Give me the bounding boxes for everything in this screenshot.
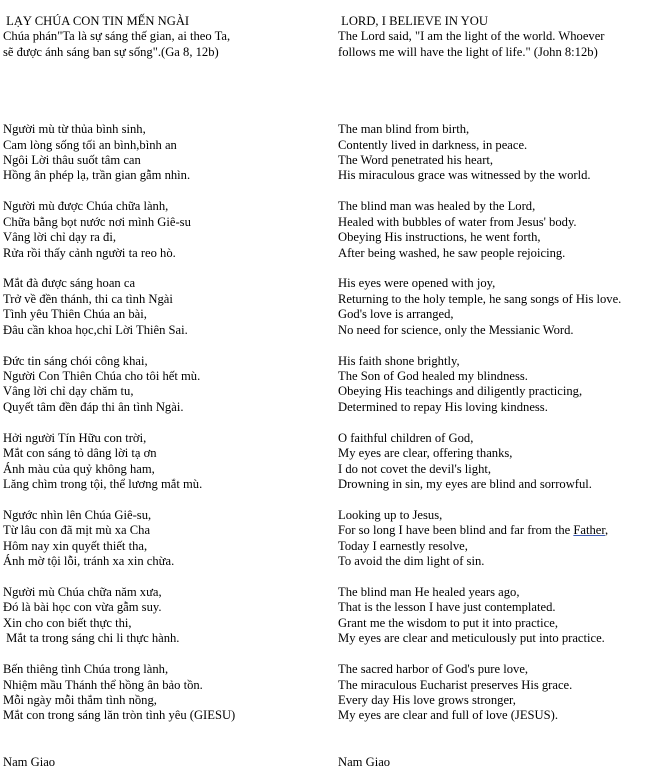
poem-line: Determined to repay His loving kindness.: [338, 399, 548, 414]
poem-line: To avoid the dim light of sin.: [338, 554, 485, 569]
poem-line: Ngôi Lời thâu suốt tâm can: [3, 153, 141, 168]
english-intro-line: follows me will have the light of life." (John 8:12b): [338, 44, 598, 59]
poem-line: My eyes are clear and full of love (JESUS).: [338, 708, 558, 723]
poem-line: That is the lesson I have just contemplated.: [338, 600, 556, 615]
poem-line: Looking up to Jesus,: [338, 507, 443, 522]
poem-line: The sacred harbor of God's pure love,: [338, 662, 529, 677]
poem-line: Bến thiêng tình Chúa trong lành,: [3, 662, 169, 677]
poem-line: Mắt con trong sáng lăn tròn tình yêu (GIESU): [3, 708, 236, 723]
poem-line: After being washed, he saw people rejoicing.: [338, 245, 566, 260]
poem-line: Người mù từ thủa bình sinh,: [3, 122, 146, 137]
english-intro-line: The Lord said, "I am the light of the world. Whoever: [338, 29, 605, 44]
poem-line: O faithful children of God,: [338, 430, 474, 445]
poem-line: Nhiệm mầu Thánh thể hồng ân bảo tồn.: [3, 677, 203, 692]
poem-line: Healed with bubbles of water from Jesus' body.: [338, 214, 577, 229]
vietnamese-stanza: [3, 276, 323, 338]
vietnamese-stanza: [3, 508, 323, 570]
vietnamese-stanza: [3, 122, 323, 184]
poem-line: Mỗi ngày mỗi thắm tình nồng,: [3, 692, 157, 707]
poem-line: Đó là bài học con vừa gẫm suy.: [3, 600, 162, 615]
poem-line: Đâu cần khoa học,chỉ Lời Thiên Sai.: [3, 322, 188, 337]
poem-line: Lăng chìm trong tội, thể lương mắt mù.: [3, 476, 203, 491]
poem-line: Grant me the wisdom to put it into practice,: [338, 615, 558, 630]
poem-line: Contently lived in darkness, in peace.: [338, 137, 528, 152]
poem-line: The Word penetrated his heart,: [338, 153, 494, 168]
vietnamese-stanza: [3, 662, 323, 724]
poem-line: The man blind from birth,: [338, 122, 470, 137]
poem-line: God's love is arranged,: [338, 307, 454, 322]
poem-line: His eyes were opened with joy,: [338, 276, 496, 291]
poem-line: Chữa bằng bọt nước nơi mình Giê-su: [3, 214, 191, 229]
english-author: Nam Giao: [338, 754, 391, 769]
english-title: LORD, I BELIEVE IN YOU: [338, 14, 488, 28]
vietnamese-poem-column: [3, 14, 323, 770]
underlined-word: Father: [573, 523, 606, 538]
poem-line: Mắt con sáng tỏ dâng lời tạ ơn: [3, 446, 157, 461]
poem-line: Hôm nay xin quyết thiết tha,: [3, 538, 148, 553]
vietnamese-stanza: [3, 354, 323, 416]
vietnamese-title: LẠY CHÚA CON TIN MẾN NGÀI: [3, 14, 190, 28]
english-stanza: [338, 431, 643, 493]
english-stanza: [338, 122, 643, 184]
poem-line: Quyết tâm đền đáp thi ân tình Ngài.: [3, 399, 184, 414]
poem-line: Trở về đền thánh, thi ca tình Ngài: [3, 291, 173, 306]
poem-line: Ánh mờ tội lỗi, tránh xa xin chừa.: [3, 554, 175, 569]
poem-line: The blind man was healed by the Lord,: [338, 199, 536, 214]
english-stanza: [338, 276, 643, 338]
english-stanza: [338, 354, 643, 416]
poem-line: The blind man He healed years ago,: [338, 584, 520, 599]
vietnamese-intro-line: sẽ được ánh sáng ban sự sống".(Ga 8, 12b): [3, 44, 219, 59]
vietnamese-author: Nam Giao: [3, 754, 56, 769]
poem-line: Ngước nhìn lên Chúa Giê-su,: [3, 507, 152, 522]
poem-line: Người mù được Chúa chữa lành,: [3, 199, 169, 214]
english-stanza: [338, 585, 643, 647]
english-poem-column: [338, 14, 643, 770]
poem-line: I do not covet the devil's light,: [338, 461, 492, 476]
poem-line-text: For so long I have been blind and far from the: [338, 523, 574, 538]
poem-line: Today I earnestly resolve,: [338, 538, 468, 553]
poem-line: Returning to the holy temple, he sang songs of His love.: [338, 291, 622, 306]
punctuation: ,: [605, 523, 609, 538]
poem-line: The Son of God healed my blindness.: [338, 369, 528, 383]
english-stanza: [338, 199, 643, 261]
poem-line: Drowning in sin, my eyes are blind and sorrowful.: [338, 476, 592, 491]
poem-line: Mắt ta trong sáng chi li thực hành.: [3, 631, 180, 646]
vietnamese-stanza: [3, 431, 323, 493]
poem-line: Người Con Thiên Chúa cho tôi hết mù.: [3, 369, 201, 383]
poem-line: The miraculous Eucharist preserves His grace.: [338, 677, 573, 692]
poem-line: Người mù Chúa chữa năm xưa,: [3, 584, 162, 599]
poem-line: Đức tin sáng chói công khai,: [3, 353, 148, 368]
poem-line: Hởi người Tín Hữu con trời,: [3, 430, 147, 445]
poem-line: Rửa rồi thấy cảnh người ta reo hò.: [3, 245, 176, 260]
poem-line: No need for science, only the Messianic Word.: [338, 322, 574, 337]
poem-line: My eyes are clear, offering thanks,: [338, 446, 513, 461]
vietnamese-stanza: [3, 199, 323, 261]
poem-line: Cam lòng sống tối an bình,bình an: [3, 137, 177, 152]
poem-line: Hồng ân phép lạ, trần gian gẫm nhìn.: [3, 168, 191, 183]
poem-line: His miraculous grace was witnessed by the world.: [338, 168, 591, 183]
poem-line: His faith shone brightly,: [338, 353, 460, 368]
vietnamese-stanza: [3, 585, 323, 647]
english-stanza: [338, 508, 643, 570]
poem-line: Every day His love grows stronger,: [338, 692, 516, 707]
poem-line: Vâng lời chỉ dạy chăm tu,: [3, 384, 134, 399]
poem-line: My eyes are clear and meticulously put into practice.: [338, 631, 605, 646]
poem-line: [338, 523, 643, 538]
poem-line: Tình yêu Thiên Chúa an bài,: [3, 307, 147, 322]
poem-line: Obeying His teachings and diligently practicing,: [338, 384, 583, 399]
poem-line: Vâng lời chỉ dạy ra đi,: [3, 230, 116, 245]
vietnamese-intro-line: Chúa phán"Ta là sự sáng thế gian, ai theo Ta,: [3, 29, 231, 44]
poem-line: Obeying His instructions, he went forth,: [338, 230, 541, 245]
poem-line: Ánh màu của quỷ không ham,: [3, 461, 155, 476]
poem-line: Mắt đà được sáng hoan ca: [3, 276, 136, 291]
poem-line: Từ lâu con đã mịt mù xa Cha: [3, 523, 151, 538]
english-stanza: [338, 662, 643, 724]
poem-line: Xin cho con biết thực thi,: [3, 615, 132, 630]
